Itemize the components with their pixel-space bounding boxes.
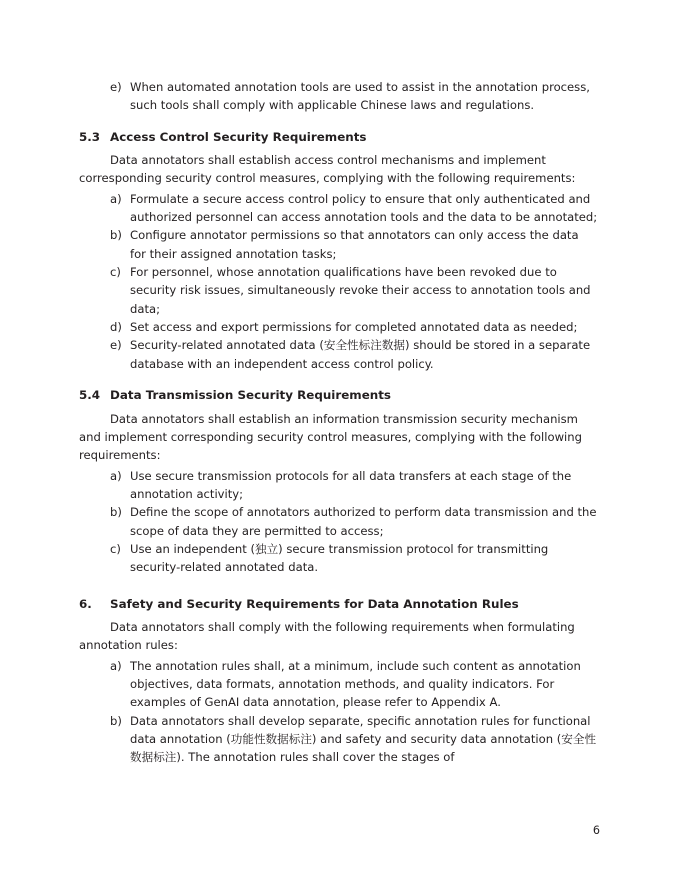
section-title: Data Transmission Security Requirements [110,388,391,403]
page-number: 6 [592,824,600,837]
section-heading [79,128,598,146]
list-item [79,712,598,767]
document-body [79,78,598,767]
list-item-text: The annotation rules shall, at a minimum, include such content as annotation objectives, data formats, annotation methods, and quality indicators. For examples of GenAI data annotation, please refer to Appendix A. [130,658,581,710]
list-item [79,503,598,540]
section-title: Safety and Security Requirements for Data Annotation Rules [110,596,519,611]
ordered-list [79,657,598,767]
body-paragraph: Data annotators shall establish an information transmission security mechanism and implement corresponding security control measures, complying with the following requirements: [79,411,582,463]
list-item-text: Define the scope of annotators authorized to perform data transmission and the scope of data they are permitted to access; [130,505,597,538]
list-item [79,540,598,577]
list-item [79,190,598,227]
ordered-list [79,190,598,373]
list-item-marker: b) [110,505,122,520]
list-item [79,467,598,504]
list-item-text: When automated annotation tools are used to assist in the annotation process, such tools shall comply with applicable Chinese laws and regulations. [130,80,590,113]
list-item-marker: d) [110,320,122,335]
list-item-marker: e) [110,338,122,353]
list-item-marker: e) [110,80,122,94]
list-item-text: Use secure transmission protocols for all data transfers at each stage of the annotation activity; [130,468,572,501]
list-item-text: Configure annotator permissions so that annotators can only access the data for their assigned annotation tasks; [130,228,579,261]
body-paragraph: Data annotators shall comply with the following requirements when formulating annotation rules: [79,619,575,653]
list-item [79,78,598,115]
list-item-text: Security-related annotated data (安全性标注数据) should be stored in a separate database with an independent access control policy. [130,338,591,371]
list-item [79,226,598,263]
list-item [79,263,598,318]
section-heading [79,595,598,613]
section-number: 6. [79,596,92,611]
list-item-marker: c) [110,541,121,556]
ordered-list [79,467,598,577]
list-item-text: For personnel, whose annotation qualifications have been revoked due to security risk issues, simultaneously revoke their access to annotation tools and data; [130,265,591,316]
section-number: 5.3 [79,129,101,144]
list-item-text: Set access and export permissions for completed annotated data as needed; [130,320,578,335]
ordered-list [79,78,598,115]
section-heading [79,386,598,404]
list-item-marker: b) [110,713,122,728]
list-item-marker: a) [110,468,122,483]
list-item [79,318,598,336]
section-title: Access Control Security Requirements [110,129,367,144]
list-item-marker: b) [110,228,122,243]
list-item-text: Use an independent (独立) secure transmission protocol for transmitting security-related annotated data. [130,541,549,575]
section-number: 5.4 [79,388,101,403]
list-item [79,657,598,712]
list-item-text: Formulate a secure access control policy to ensure that only authenticated and authorized personnel can access annotation tools and the data to be annotated; [130,191,598,225]
body-paragraph: Data annotators shall establish access control mechanisms and implement corresponding security control measures, complying with the following requirements: [79,153,576,186]
list-item-text: Data annotators shall develop separate, specific annotation rules for functional data annotation (功能性数据标注) and safety and security data annotation (安全性数据标注). The annotation rules shall cover the stages of [130,713,597,765]
list-item-marker: c) [110,265,121,280]
list-item [79,336,598,373]
list-item-marker: a) [110,191,122,206]
list-item-marker: a) [110,658,122,673]
